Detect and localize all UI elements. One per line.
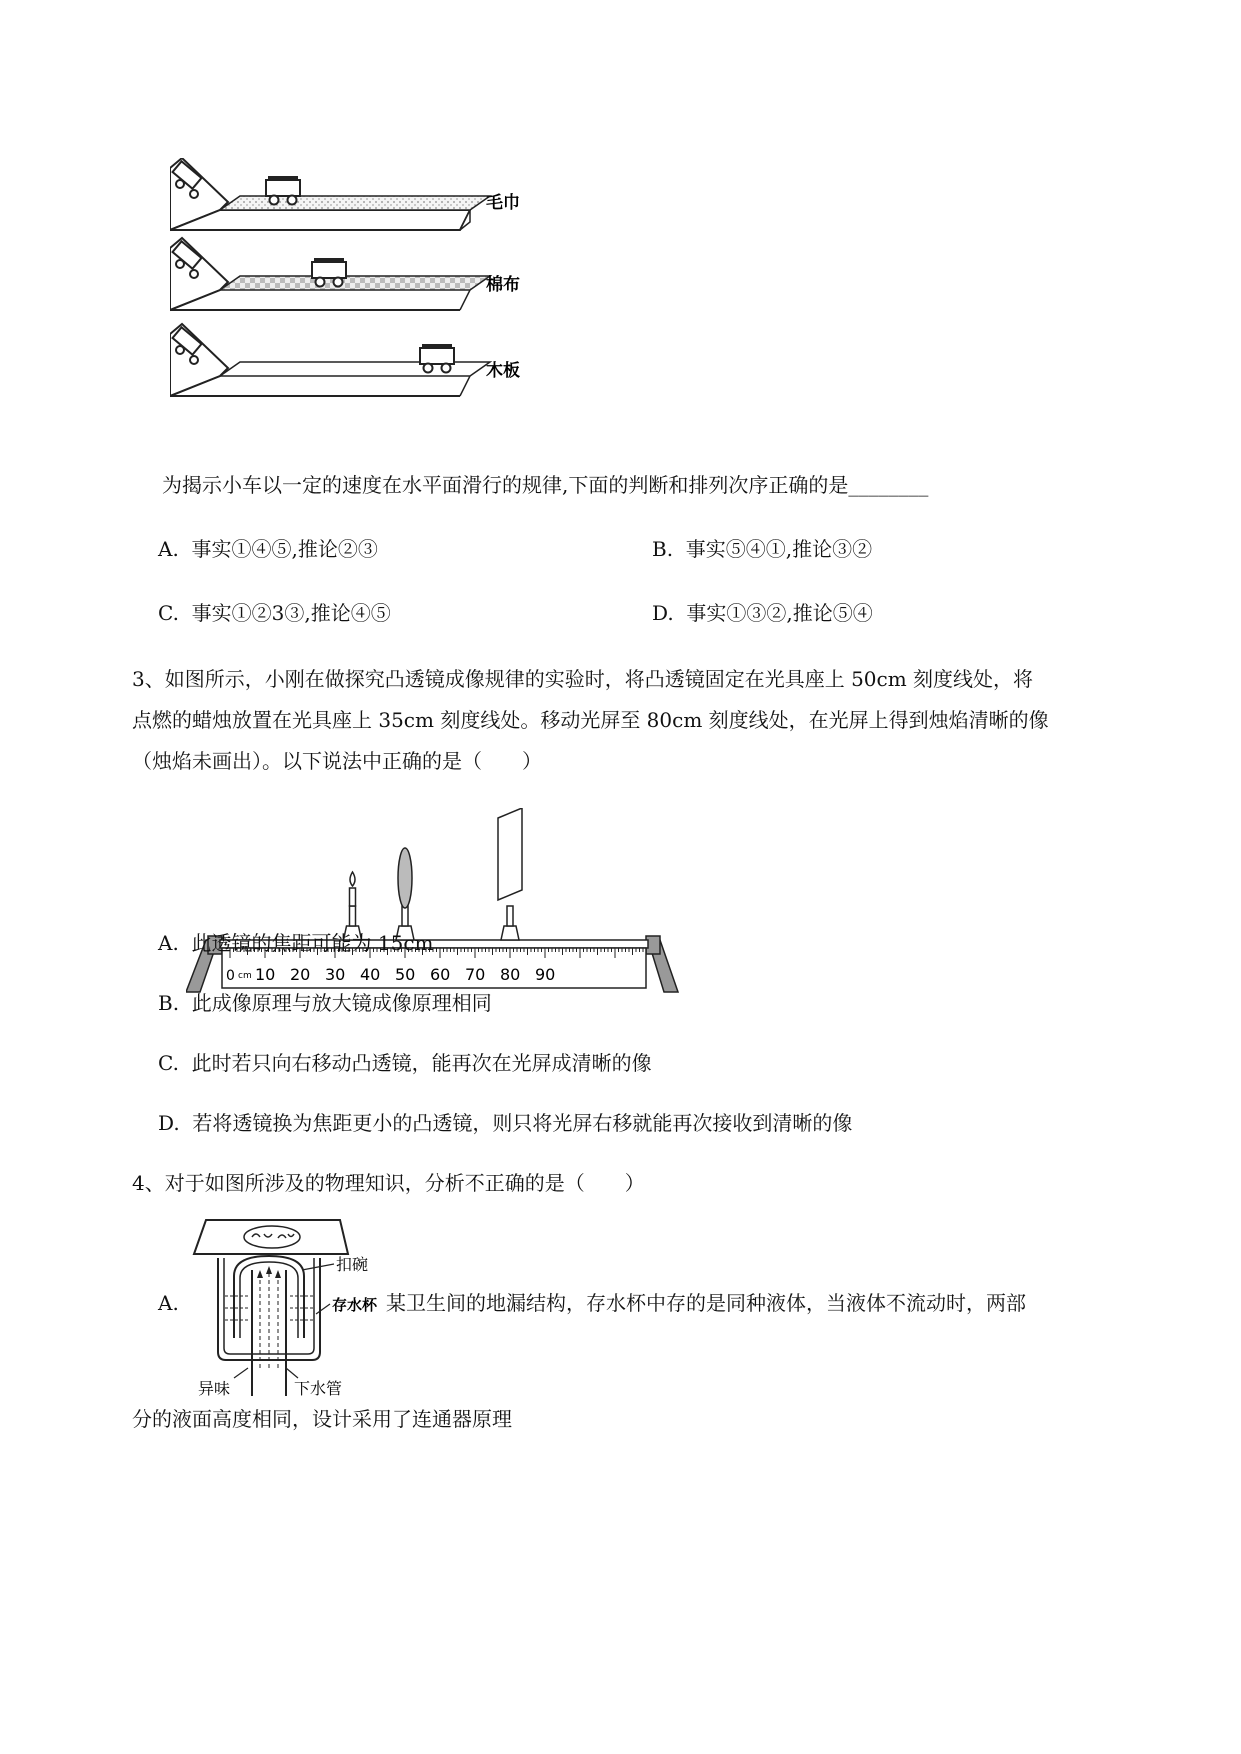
wood-label: 木板 (486, 361, 520, 381)
option-letter: D. (158, 1111, 180, 1135)
option-text: 事实①③②,推论⑤④ (686, 601, 873, 625)
cotton-track (170, 238, 490, 310)
q2-option-d (652, 598, 873, 628)
ruler-tick-label: 80 (500, 965, 521, 984)
option-text: 此成像原理与放大镜成像原理相同 (191, 991, 492, 1015)
q3-option-a (158, 928, 434, 958)
q2-stem: 为揭示小车以一定的速度在水平面滑行的规律,下面的判断和排列次序正确的是________ (162, 473, 929, 497)
option-letter: A. (158, 931, 179, 955)
option-letter: B. (158, 991, 180, 1015)
cup-label: 存水杯 (332, 1296, 378, 1314)
option-text: 事实①②3③,推论④⑤ (191, 601, 391, 625)
towel-label: 毛巾 (486, 193, 520, 213)
option-letter: C. (158, 1051, 179, 1075)
cart-incline-figure (170, 158, 590, 428)
option-letter: B. (652, 537, 674, 561)
q4-stem: 4、对于如图所涉及的物理知识，分析不正确的是（ ） (132, 1171, 645, 1195)
option-text: 若将透镜换为焦距更小的凸透镜，则只将光屏右移就能再次接收到清晰的像 (192, 1111, 853, 1135)
light-screen (498, 808, 522, 940)
q4-option-a-text-line1: 某卫生间的地漏结构，存水杯中存的是同种液体，当液体不流动时，两部 (386, 1291, 1026, 1315)
option-text: 此透镜的焦距可能为 15cm (191, 931, 434, 955)
floor-drain-figure (190, 1218, 390, 1398)
convex-lens (396, 848, 414, 940)
option-text: 事实⑤④①,推论③② (685, 537, 873, 561)
ruler-tick-label: 0 (226, 968, 235, 984)
cover-label: 扣碗 (336, 1255, 369, 1274)
ruler-tick-label: 90 (535, 965, 556, 984)
q2-option-c (158, 598, 391, 628)
q3-option-b (158, 988, 492, 1018)
q2-option-b (652, 534, 872, 564)
cotton-label: 棉布 (486, 275, 520, 295)
ruler-tick-label: 20 (290, 965, 311, 984)
ruler-tick-label: 30 (325, 965, 346, 984)
option-letter: D. (652, 601, 674, 625)
q3-option-c (158, 1048, 652, 1078)
odor-label: 异味 (198, 1379, 231, 1398)
option-letter: A. (158, 537, 179, 561)
wood-track (170, 324, 490, 396)
pipe-label: 下水管 (294, 1379, 343, 1398)
option-text: 此时若只向右移动凸透镜，能再次在光屏成清晰的像 (191, 1051, 652, 1075)
q3-stem-line3: （烛焰未画出）。以下说法中正确的是（ ） (132, 749, 542, 773)
q3-stem-line1: 3、如图所示，小刚在做探究凸透镜成像规律的实验时，将凸透镜固定在光具座上 50cm 刻度线处，将 (132, 667, 1034, 691)
q2-option-a (158, 534, 378, 564)
ruler-unit-label: cm (238, 971, 252, 981)
optical-bench-figure (186, 808, 686, 998)
ruler-tick-label: 60 (430, 965, 451, 984)
ruler-tick-label: 70 (465, 965, 486, 984)
option-letter: C. (158, 601, 179, 625)
q3-stem-line2: 点燃的蜡烛放置在光具座上 35cm 刻度线处。移动光屏至 80cm 刻度线处，在光屏上得到烛焰清晰的像 (132, 708, 1049, 732)
q4-option-a-text-line2: 分的液面高度相同，设计采用了连通器原理 (132, 1407, 512, 1431)
q3-option-d (158, 1108, 852, 1138)
ruler-tick-label: 10 (255, 965, 276, 984)
ruler-tick-label: 40 (360, 965, 381, 984)
option-text: 事实①④⑤,推论②③ (191, 537, 378, 561)
q4-option-a-letter: A. (158, 1291, 179, 1315)
ruler-tick-label: 50 (395, 965, 416, 984)
towel-track (170, 158, 490, 230)
